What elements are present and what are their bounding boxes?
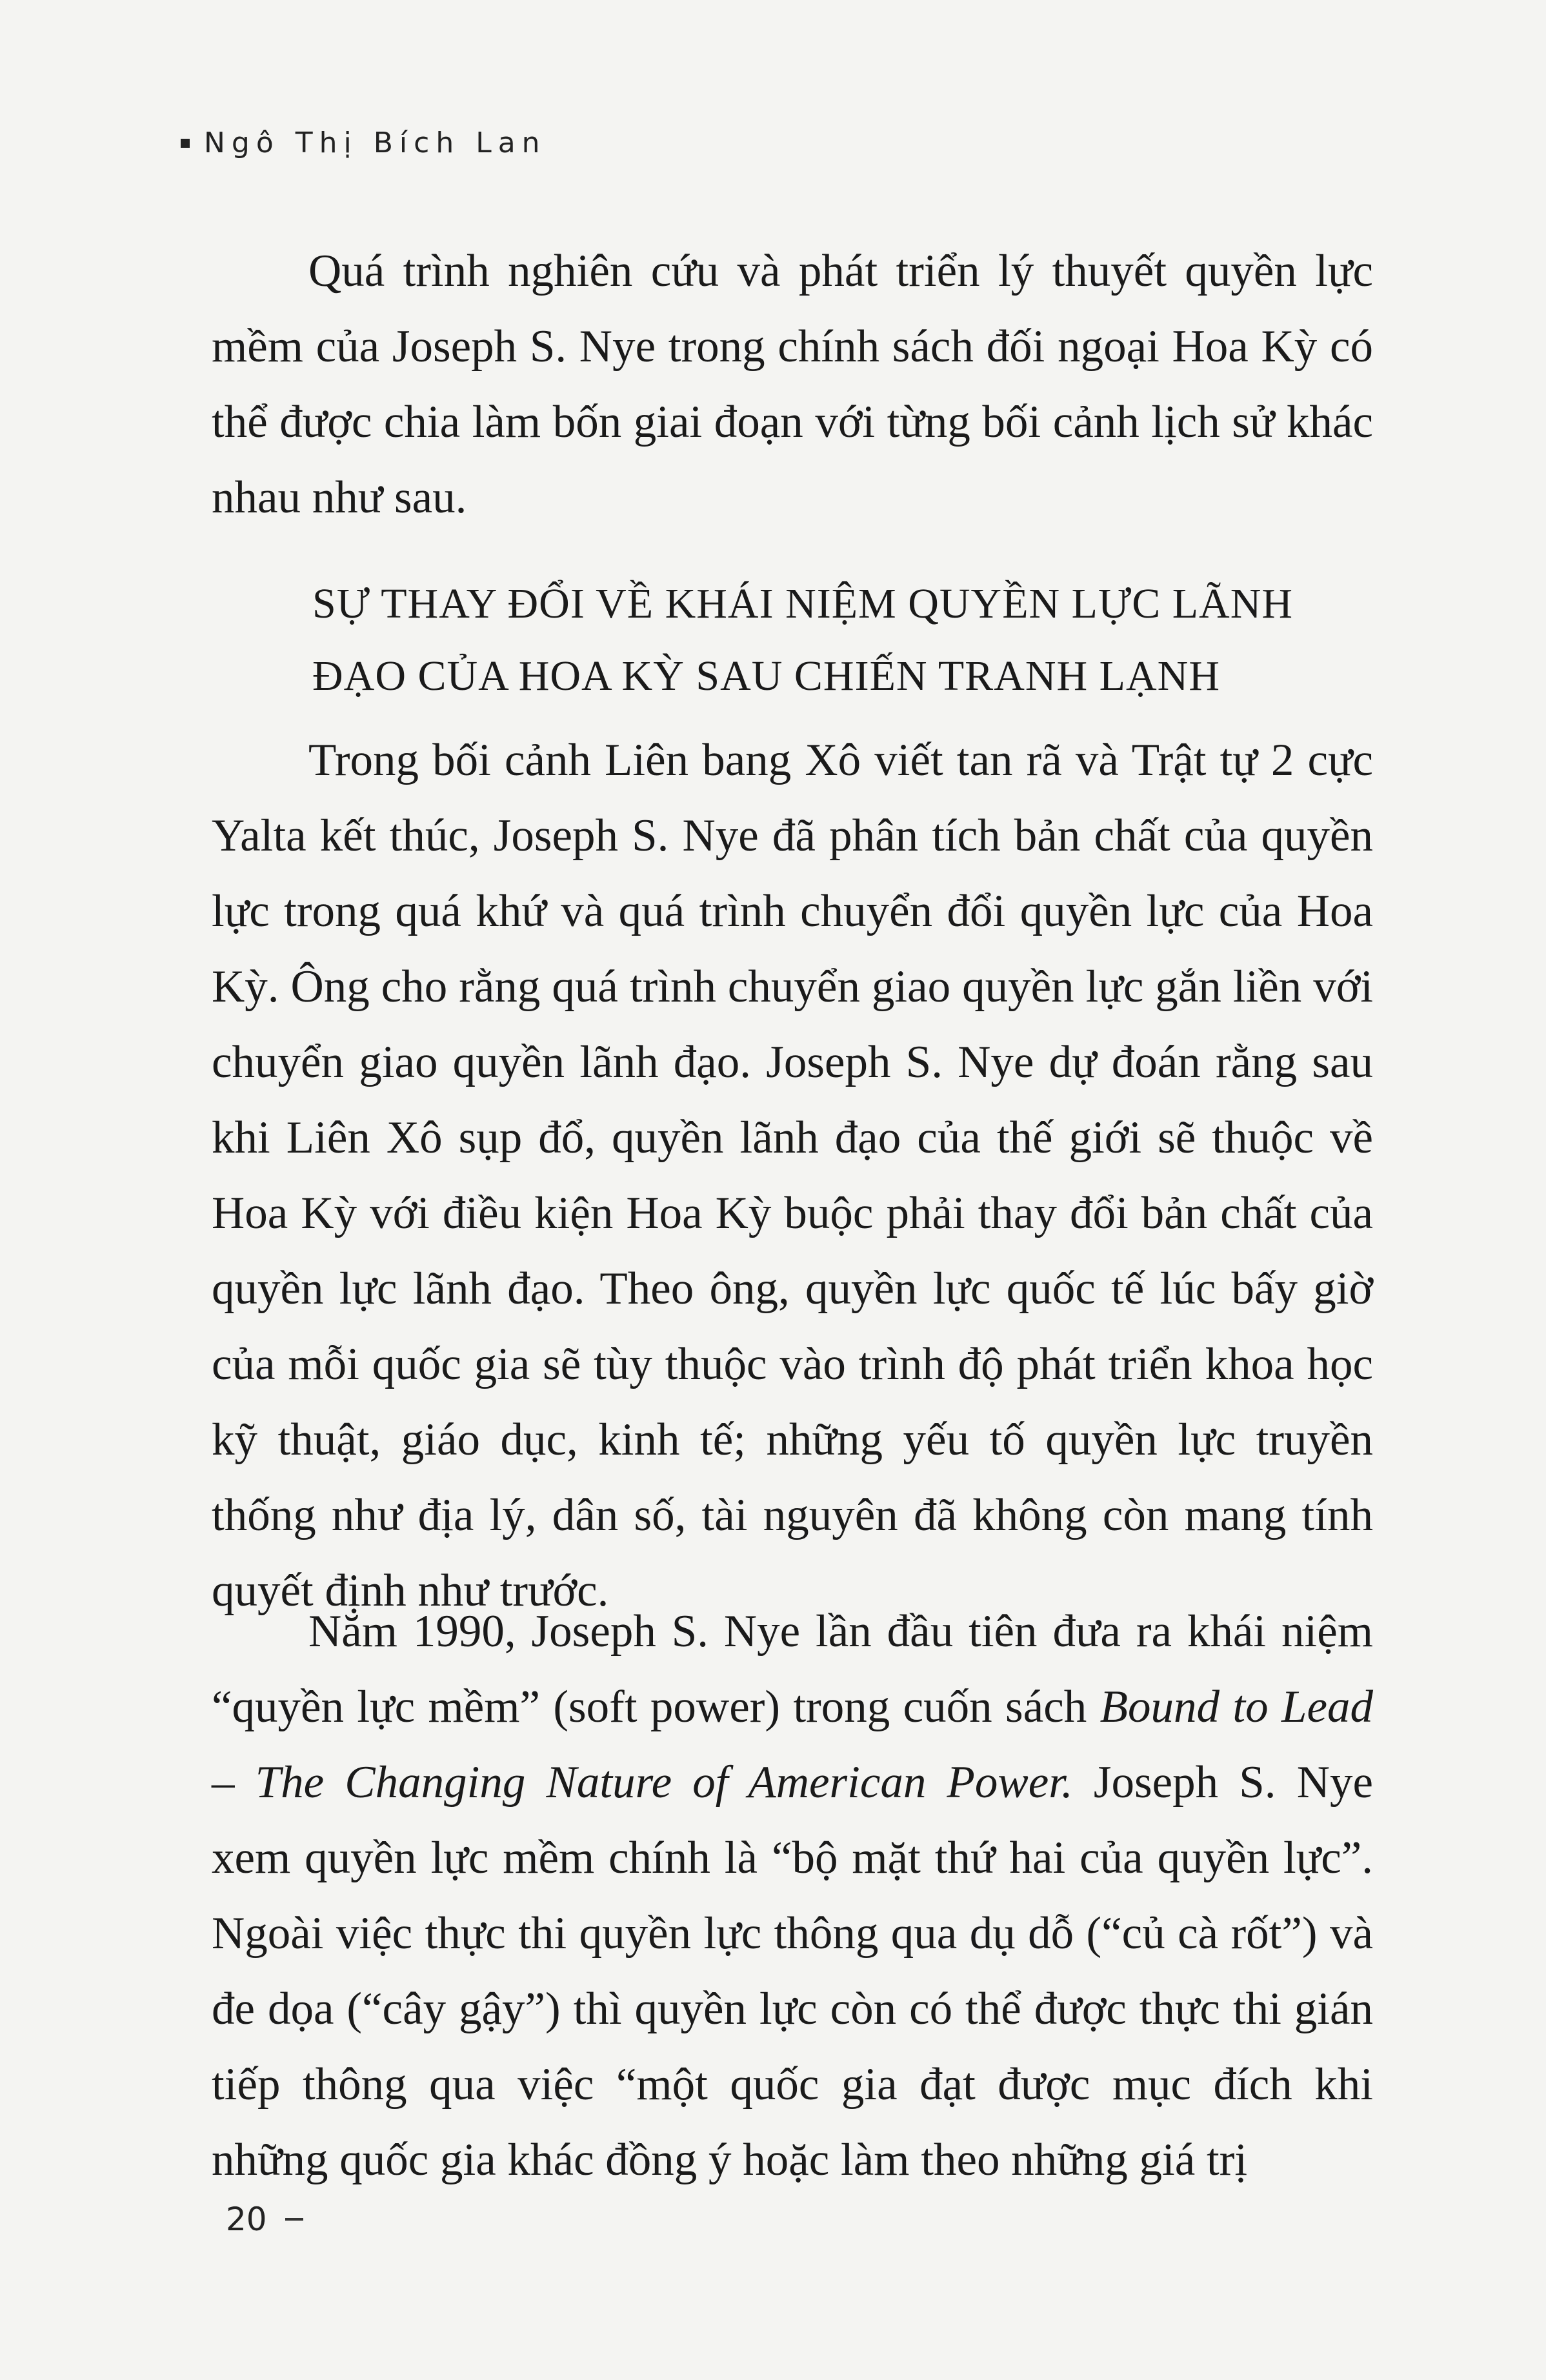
paragraph-segment: Năm 1990, Joseph S. Nye lần đầu tiên đưa ra khái niệm “quyền lực mềm” (soft power) trong cuốn sách <box>212 1606 1373 1732</box>
page-number <box>226 2201 303 2238</box>
author-name: Ngô Thị Bích Lan <box>204 126 547 159</box>
body-paragraph-1 <box>212 234 1373 536</box>
body-paragraph-3 <box>212 1594 1373 2198</box>
body-paragraph-2 <box>212 723 1373 1629</box>
paragraph-segment: Joseph S. Nye xem quyền lực mềm chính là “bộ mặt thứ hai của quyền lực”. Ngoài việc thực thi quyền lực thông qua dụ dỗ (“củ cà rốt”) và đe dọa (“cây gậy”) thì quyền lực còn có thể được thực thi gián tiếp thông qua việc “một quốc gia đạt được mục đích khi những quốc gia khác đồng ý hoặc làm theo những giá trị <box>212 1757 1373 2185</box>
paragraph-text: Trong bối cảnh Liên bang Xô viết tan rã và Trật tự 2 cực Yalta kết thúc, Joseph S. Nye đã phân tích bản chất của quyền lực trong quá khứ và quá trình chuyển đổi quyền lực của Hoa Kỳ. Ông cho rằng quá trình chuyển giao quyền lực gắn liền với chuyển giao quyền lãnh đạo. Joseph S. Nye dự đoán rằng sau khi Liên Xô sụp đổ, quyền lãnh đạo của thế giới sẽ thuộc về Hoa Kỳ với điều kiện Hoa Kỳ buộc phải thay đổi bản chất của quyền lực lãnh đạo. Theo ông, quyền lực quốc tế lúc bấy giờ của mỗi quốc gia sẽ tùy thuộc vào trình độ phát triển khoa học kỹ thuật, giáo dục, kinh tế; những yếu tố quyền lực truyền thống như địa lý, dân số, tài nguyên đã không còn mang tính quyết định như trước. <box>212 735 1373 1616</box>
header-bullet-icon <box>181 139 190 148</box>
paragraph-text <box>212 1594 1373 2198</box>
running-header <box>181 126 547 159</box>
section-heading: SỰ THAY ĐỔI VỀ KHÁI NIỆM QUYỀN LỰC LÃNH ĐẠO CỦA HOA KỲ SAU CHIẾN TRANH LẠNH <box>312 580 1294 700</box>
folio-dash-icon <box>285 2218 303 2221</box>
book-title: Bound to Lead – The Changing Nature of American Power. <box>212 1682 1373 1808</box>
page-number-text: 20 <box>226 2201 267 2238</box>
paragraph-text: Quá trình nghiên cứu và phát triển lý thuyết quyền lực mềm của Joseph S. Nye trong chính sách đối ngoại Hoa Kỳ có thể được chia làm bốn giai đoạn với từng bối cảnh lịch sử khác nhau như sau. <box>212 246 1373 523</box>
